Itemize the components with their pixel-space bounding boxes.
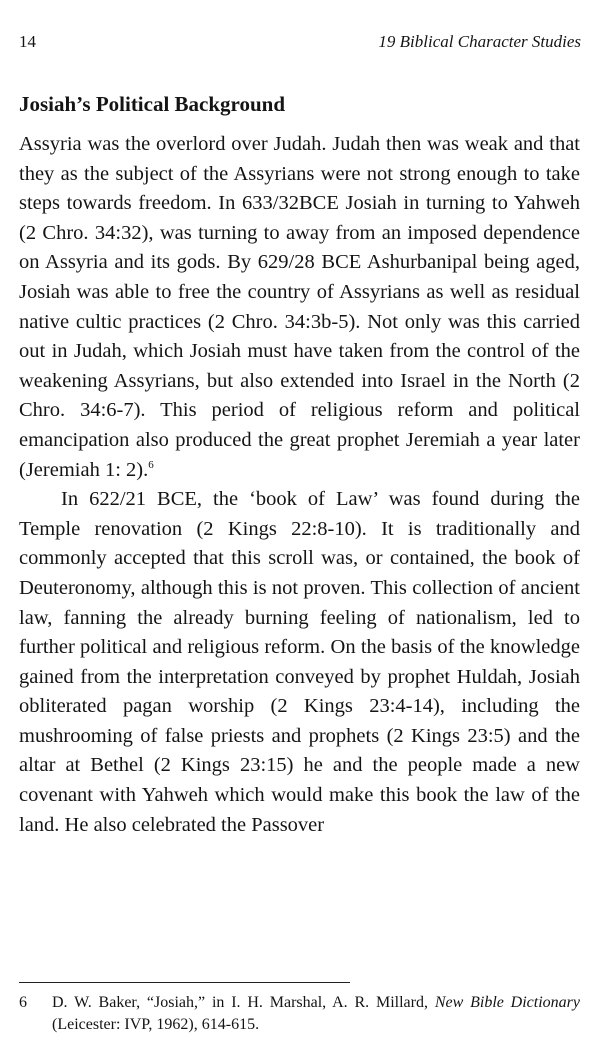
section-heading: Josiah’s Political Background (19, 92, 286, 116)
page-number: 14 (19, 32, 36, 51)
running-title: 19 Biblical Character Studies (378, 32, 581, 51)
paragraph-text: In 622/21 BCE, the ‘book of Law’ was found during the Temple renovation (2 Kings 22:8-10). It is traditionally and commonly accepted that this scroll was, or contained, the book of Deuteronomy, although this is not proven. This collection of ancient law, fanning the already burning feeling of nationalism, led to further political and religious reform. On the basis of the knowledge gained from the interpretation conveyed by prophet Huldah, Josiah obliterated pagan worship (2 Kings 23:4-14), including the mushrooming of false priests and prophets (2 Kings 23:5) and the altar at Bethel (2 Kings 23:15) he and the people made a new covenant with Yahweh which would make this book the law of the land. He also celebrated the Passover (19, 488, 580, 836)
footnote (19, 992, 580, 1036)
footnote-text (52, 992, 580, 1036)
footnote-reference[interactable]: 6 (148, 458, 154, 471)
body-text (19, 130, 580, 840)
footnote-book-title: New Bible Dictionary (434, 994, 581, 1011)
page-header (19, 32, 581, 58)
footnote-number: 6 (19, 994, 27, 1011)
footnote-citation: D. W. Baker, “Josiah,” in I. H. Marshal, A. R. Millard, (52, 994, 435, 1011)
footnote-publication: (Leicester: IVP, 1962), 614-615. (52, 1016, 260, 1033)
paragraph-text: Assyria was the overlord over Judah. Judah then was weak and that they as the subject of the Assyrians were not strong enough to take steps towards freedom. In 633/32BCE Josiah in turning to Yahweh (2 Chro. 34:32), was turning to away from an imposed dependence on Assyria and its gods. By 629/28 BCE Ashurbanipal being aged, Josiah was able to free the country of Assyrians as well as residual native cultic practices (2 Chro. 34:3b-5). Not only was this carried out in Judah, which Josiah must have taken from the control of the weakening Assyrians, but also extended into Israel in the North (2 Chro. 34:6-7). This period of religious reform and political emancipation also produced the great prophet Jeremiah a year later (Jeremiah 1: 2). (19, 133, 580, 481)
paragraph (19, 130, 580, 485)
footnote-divider (19, 982, 350, 983)
paragraph (19, 485, 580, 840)
